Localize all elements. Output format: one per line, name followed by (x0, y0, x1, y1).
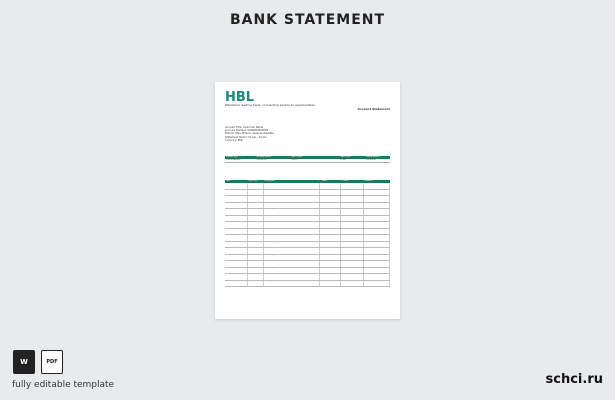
address-line: Statement Period: 01 Jan - 31 Jan (225, 135, 267, 139)
table-cell: Credit (342, 180, 348, 182)
table-cell: 500 (320, 268, 341, 274)
table-cell: 131,500.00 (364, 216, 390, 222)
table-cell: 05/01 (248, 196, 264, 202)
table-cell: 01/01 (225, 183, 248, 189)
address-line: Currency: PKR (225, 138, 243, 142)
table-cell: 5,000 (341, 261, 364, 267)
table-cell (341, 183, 364, 189)
table-cell: 03/01 (248, 190, 264, 196)
table-cell: 3,000 (320, 222, 341, 228)
table-cell: Date (226, 180, 231, 182)
table-cell: Salary Credit (264, 216, 320, 222)
footer-text: fully editable template (12, 380, 115, 390)
table-cell: Opening Balance (264, 183, 320, 189)
statement-label: Account Statement (357, 107, 390, 111)
table-cell: Online Payment (264, 209, 320, 215)
table-cell: 95,000.00 (364, 190, 390, 196)
bank-logo: HBL (225, 90, 255, 105)
table-cell: 15/01 (248, 229, 264, 235)
table-cell: 25/01 (248, 261, 264, 267)
table-cell: 31/01 (248, 281, 264, 287)
table-cell: 01/01 (248, 183, 264, 189)
table-cell: 128,500.00 (364, 268, 390, 274)
table-cell: Cheque Clearing (264, 242, 320, 248)
table-cell: ATM Withdrawal (264, 203, 320, 209)
address-line: Account Title: Customer Name (225, 126, 264, 129)
table-cell: Opening Balance (256, 156, 272, 158)
table-cell: 30,000 (341, 216, 364, 222)
table-cell: 50,000 (291, 159, 298, 161)
table-cell: 31/01 (225, 281, 248, 287)
address-line: Branch: Main Branch, Karachi, Pakistan (225, 132, 275, 136)
table-row (225, 159, 390, 163)
table-cell: 29/01 (225, 274, 248, 280)
table-cell (320, 183, 341, 189)
table-cell: 1,000 (320, 255, 341, 261)
transactions-table (225, 180, 390, 287)
table-cell (341, 190, 364, 196)
table-cell (320, 235, 341, 241)
table-cell: 23/01 (248, 255, 264, 261)
table-cell (320, 281, 341, 287)
table-cell: 13/01 (225, 222, 248, 228)
table-cell: Account Type (226, 156, 238, 158)
table-cell: Funds Transfer (264, 190, 320, 196)
table-cell: 09/01 (248, 209, 264, 215)
table-cell: Closing Balance (365, 156, 380, 158)
table-cell: 125,000.00 (364, 248, 390, 254)
table-cell: 13/01 (248, 222, 264, 228)
table-cell (341, 229, 364, 235)
table-cell: 09/01 (225, 209, 248, 215)
table-cell: 2,500 (320, 229, 341, 235)
table-cell: 25/01 (225, 261, 248, 267)
account-address (225, 126, 355, 142)
table-cell (341, 203, 364, 209)
table-cell: Value Date (248, 180, 259, 182)
summary-table (225, 156, 390, 163)
table-cell (341, 281, 364, 287)
table-cell: Cash Deposit (264, 196, 320, 202)
table-cell: Closing Balance (264, 281, 320, 287)
table-cell: Funds Transfer (264, 235, 320, 241)
table-cell: Description (264, 180, 275, 182)
table-cell: 17/01 (225, 235, 248, 241)
table-cell: 105,000.00 (364, 196, 390, 202)
table-cell: 125,000.00 (365, 159, 376, 161)
table-row (225, 281, 390, 288)
table-cell: 131,000.00 (364, 235, 390, 241)
table-cell: 15/01 (225, 229, 248, 235)
table-cell: Balance (364, 180, 373, 182)
table-cell: 125,000.00 (364, 281, 390, 287)
table-cell: 5,000 (341, 235, 364, 241)
table-cell: 05/01 (225, 196, 248, 202)
table-cell: 101,500.00 (364, 209, 390, 215)
table-cell: Bank Charges (264, 268, 320, 274)
table-cell: 128,500.00 (364, 222, 390, 228)
table-cell: 19/01 (248, 242, 264, 248)
table-cell (341, 222, 364, 228)
table-cell: Utility Bill (264, 222, 320, 228)
bank-tagline: Pakistan's leading bank, connecting people to opportunities (225, 103, 315, 107)
table-cell: 03/01 (225, 190, 248, 196)
table-cell: Funds Transfer (264, 274, 320, 280)
table-cell: POS Purchase (264, 229, 320, 235)
table-cell: 100,000.00 (364, 183, 390, 189)
table-cell: 100,000.00 (256, 159, 267, 161)
table-cell (341, 209, 364, 215)
table-cell: 4,000 (320, 242, 341, 248)
table-cell: 21/01 (225, 248, 248, 254)
table-cell: 124,000.00 (364, 255, 390, 261)
pdf-icon: PDF (41, 350, 63, 374)
table-cell (341, 248, 364, 254)
table-cell: 126,000.00 (364, 229, 390, 235)
table-cell: Cash Deposit (264, 261, 320, 267)
table-cell (320, 196, 341, 202)
format-icons (13, 350, 63, 374)
table-cell (320, 216, 341, 222)
table-cell: 17/01 (248, 235, 264, 241)
table-cell: 11/01 (248, 216, 264, 222)
table-cell: Current Account (226, 159, 241, 161)
brand-logo[interactable]: schci.ru (545, 372, 603, 387)
table-cell: Debit (321, 180, 327, 182)
table-cell: Total Credits (291, 156, 303, 158)
table-cell: 07/01 (225, 203, 248, 209)
table-cell: 07/01 (248, 203, 264, 209)
word-icon: W (13, 350, 35, 374)
table-cell: 19/01 (225, 242, 248, 248)
table-cell (341, 242, 364, 248)
page-title: BANK STATEMENT (229, 12, 386, 28)
table-cell: 103,000.00 (364, 203, 390, 209)
table-cell (320, 261, 341, 267)
table-cell: 5,000 (320, 190, 341, 196)
address-line: Account Number: 0000000000000 (225, 129, 269, 133)
statement-document (215, 82, 400, 319)
table-cell: 11/01 (225, 216, 248, 222)
table-cell (341, 255, 364, 261)
table-cell: 23/01 (225, 255, 248, 261)
table-cell: 1,500 (320, 209, 341, 215)
table-cell: 25,000 (340, 159, 347, 161)
table-cell: 129,000.00 (364, 261, 390, 267)
table-cell: 27/01 (225, 268, 248, 274)
table-cell: 21/01 (248, 248, 264, 254)
table-cell: 3,500 (320, 274, 341, 280)
table-cell: 29/01 (248, 274, 264, 280)
table-cell: 10,000 (341, 196, 364, 202)
table-cell: ATM Withdrawal (264, 248, 320, 254)
table-cell (341, 268, 364, 274)
table-cell: Total Debits (340, 156, 351, 158)
table-cell: 125,000.00 (364, 274, 390, 280)
table-cell: Online Payment (264, 255, 320, 261)
table-cell: 27/01 (248, 268, 264, 274)
table-cell: 2,000 (320, 248, 341, 254)
table-cell (341, 274, 364, 280)
table-cell: 127,000.00 (364, 242, 390, 248)
table-cell: 2,000 (320, 203, 341, 209)
